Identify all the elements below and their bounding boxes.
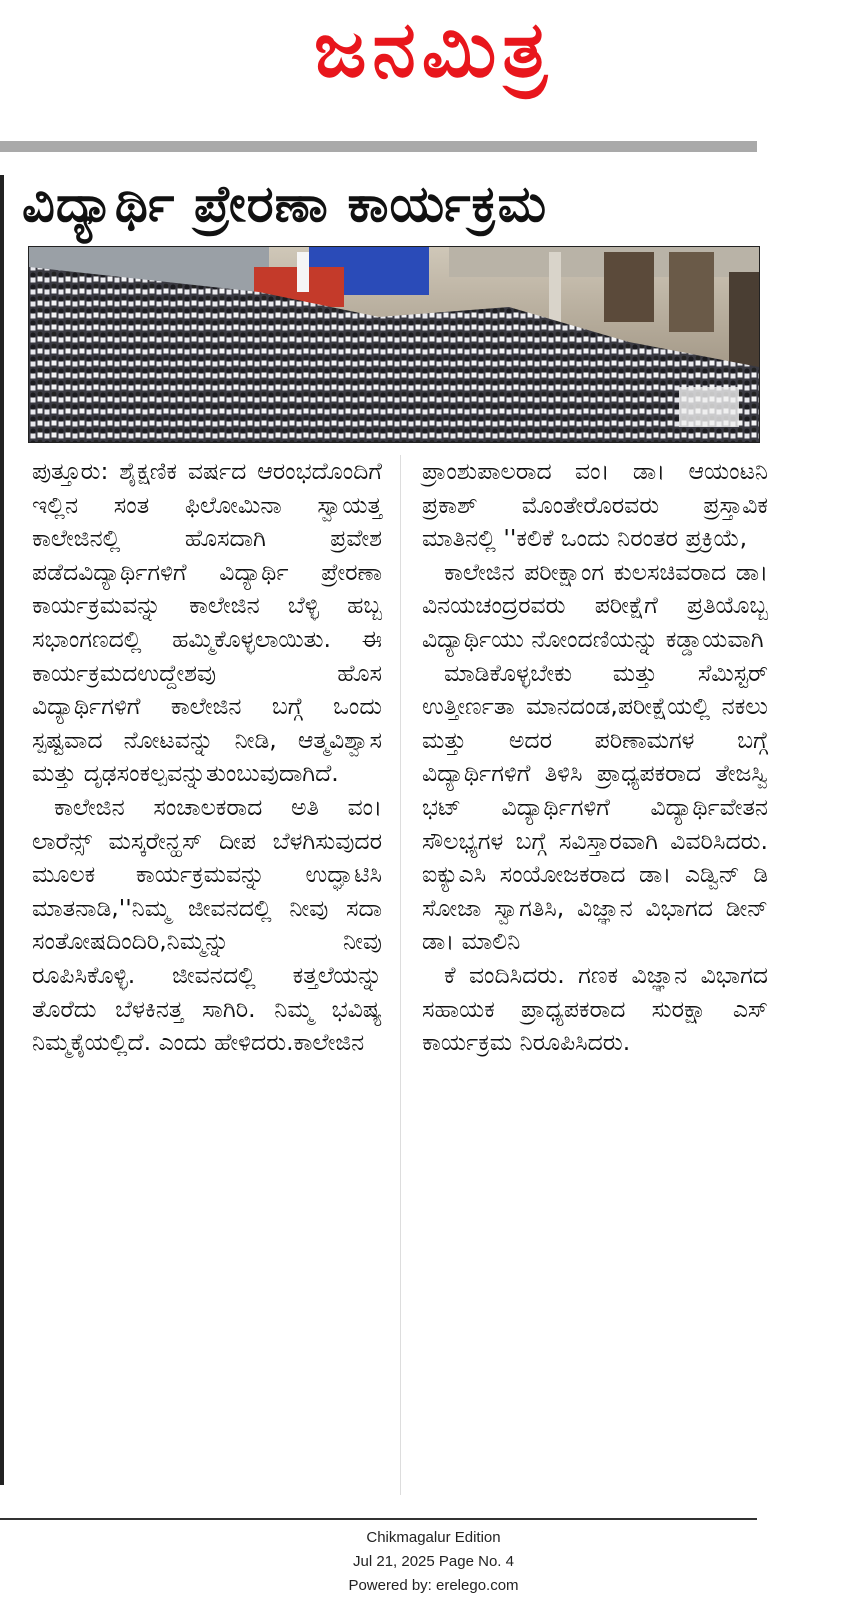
article-paragraph: ಮಾಡಿಕೊಳ್ಳಬೇಕು ಮತ್ತು ಸೆಮಿಸ್ಟರ್ ಉತ್ತೀರ್ಣತಾ ಮಾನದಂಡ,ಪರೀಕ್ಷೆಯಲ್ಲಿ ನಕಲು ಮತ್ತು ಅದರ ಪರಿಣಾಮಗಳ ಬಗ್ಗೆ ವಿದ್ಯಾರ್ಥಿಗಳಿಗೆ ತಿಳಿಸಿ ಪ್ರಾಧ್ಯಪಕರಾದ ತೇಜಸ್ವಿ ಭಟ್ ವಿದ್ಯಾರ್ಥಿಗಳಿಗೆ ವಿದ್ಯಾರ್ಥಿವೇತನ ಸೌಲಭ್ಯಗಳ ಬಗ್ಗೆ ಸವಿಸ್ತಾರವಾಗಿ ವಿವರಿಸಿದರು. ಐಕ್ಯುಎಸಿ ಸಂಯೋಜಕರಾದ ಡಾ। ಎಡ್ವಿನ್ ಡಿ ಸೋಜಾ ಸ್ವಾಗತಿಸಿ, ವಿಜ್ಞಾನ ವಿಭಾಗದ ಡೀನ್ ಡಾ। ಮಾಲಿನಿ [422, 658, 768, 956]
masthead [0, 0, 867, 138]
page-footer [0, 1526, 867, 1598]
article-column-left [32, 455, 382, 1060]
powered-by-label: Powered by: erelego.com [348, 1577, 519, 1594]
date-page-label: Jul 21, 2025 Page No. 4 [353, 1553, 514, 1570]
column-divider [400, 455, 401, 1495]
article-paragraph: ಪ್ರಾಂಶುಪಾಲರಾದ ವಂ। ಡಾ। ಆಯಂಟನಿ ಪ್ರಕಾಶ್ ಮೊಂತೇರೊರವರು ಪ್ರಸ್ತಾವಿಕ ಮಾತಿನಲ್ಲಿ ''ಕಲಿಕೆ ಒಂದು ನಿರಂತರ ಪ್ರಕ್ರಿಯೆ, [422, 457, 768, 553]
newspaper-logo: ಜನಮಿತ್ರ [314, 5, 553, 95]
article-paragraph: ಕಾಲೇಜಿನ ಪರೀಕ್ಷಾಂಗ ಕುಲಸಚಿವರಾದ ಡಾ। ವಿನಯಚಂದ್ರರವರು ಪರೀಕ್ಷೆಗೆ ಪ್ರತಿಯೊಬ್ಬ ವಿದ್ಯಾರ್ಥಿಯು ನೋಂದಣಿಯನ್ನು ಕಡ್ಡಾಯವಾಗಿ [422, 557, 768, 653]
article-column-right [422, 455, 768, 1060]
edition-label: Chikmagalur Edition [366, 1529, 501, 1546]
article-left-border [0, 175, 4, 1485]
auditorium-photo-illustration [29, 247, 759, 442]
article-paragraph: ಪುತ್ತೂರು: ಶೈಕ್ಷಣಿಕ ವರ್ಷದ ಆರಂಭದೊಂದಿಗೆ ಇಲ್ಲಿನ ಸಂತ ಫಿಲೋಮಿನಾ ಸ್ವಾಯತ್ತ ಕಾಲೇಜಿನಲ್ಲಿ ಹೊಸದಾಗಿ ಪ್ರವೇಶ ಪಡೆದವಿದ್ಯಾರ್ಥಿಗಳಿಗೆ ವಿದ್ಯಾರ್ಥಿ ಪ್ರೇರಣಾ ಕಾರ್ಯಕ್ರಮವನ್ನು ಕಾಲೇಜಿನ ಬೆಳ್ಳಿ ಹಬ್ಬ ಸಭಾಂಗಣದಲ್ಲಿ ಹಮ್ಮಿಕೊಳ್ಳಲಾಯಿತು. ಈ ಕಾರ್ಯಕ್ರಮದಉದ್ದೇಶವು ಹೊಸ ವಿದ್ಯಾರ್ಥಿಗಳಿಗೆ ಕಾಲೇಜಿನ ಬಗ್ಗೆ ಒಂದು ಸ್ಪಷ್ಟವಾದ ನೋಟವನ್ನು ನೀಡಿ, ಆತ್ಮವಿಶ್ವಾಸ ಮತ್ತು ದೃಢಸಂಕಲ್ಪವನ್ನುತುಂಬುವುದಾಗಿದೆ. [32, 457, 382, 788]
footer-divider [0, 1518, 757, 1520]
article-paragraph: ಕಾಲೇಜಿನ ಸಂಚಾಲಕರಾದ ಅತಿ ವಂ। ಲಾರೆನ್ಸ್ ಮಸ್ಕರೇನ್ಹಸ್ ದೀಪ ಬೆಳಗಿಸುವುದರ ಮೂಲಕ ಕಾರ್ಯಕ್ರಮವನ್ನು ಉದ್ಘಾಟಿಸಿ ಮಾತನಾಡಿ,''ನಿಮ್ಮ ಜೀವನದಲ್ಲಿ ನೀವು ಸದಾ ಸಂತೋಷದಿಂದಿರಿ,ನಿಮ್ಮನ್ನು ನೀವು ರೂಪಿಸಿಕೊಳ್ಳಿ. ಜೀವನದಲ್ಲಿ ಕತ್ತಲೆಯನ್ನು ತೊರೆದು ಬೆಳಕಿನತ್ತ ಸಾಗಿರಿ. ನಿಮ್ಮ ಭವಿಷ್ಯ ನಿಮ್ಮಕೈಯಲ್ಲಿದೆ. ಎಂದು ಹೇಳಿದರು.ಕಾಲೇಜಿನ [32, 792, 382, 1057]
masthead-divider [0, 141, 757, 152]
article-photo [28, 246, 760, 443]
article-headline: ವಿದ್ಯಾರ್ಥಿ ಪ್ರೇರಣಾ ಕಾರ್ಯಕ್ರಮ [22, 175, 548, 234]
article-paragraph: ಕೆ ವಂದಿಸಿದರು. ಗಣಕ ವಿಜ್ಞಾನ ವಿಭಾಗದ ಸಹಾಯಕ ಪ್ರಾಧ್ಯಪಕರಾದ ಸುರಕ್ಷಾ ಎಸ್ ಕಾರ್ಯಕ್ರಮ ನಿರೂಪಿಸಿದರು. [422, 960, 768, 1057]
